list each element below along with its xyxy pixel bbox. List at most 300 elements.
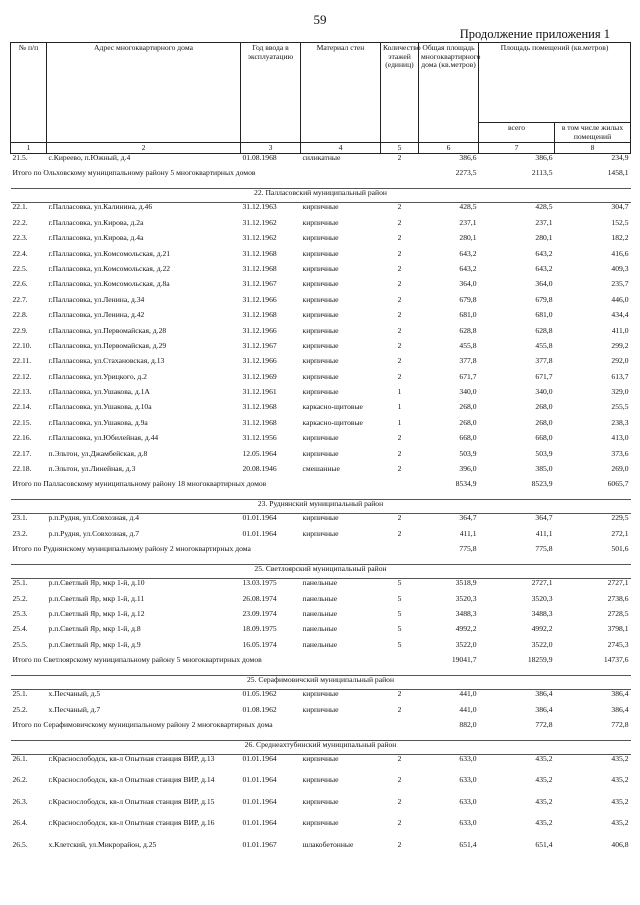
total-area-cell: 268,0 (459, 417, 477, 427)
premises-living-cell: 234,9 (611, 153, 629, 162)
year-cell: 31.12.1956 (242, 433, 277, 443)
row-number: 22.9. (12, 325, 28, 335)
table-row (11, 776, 631, 798)
material-cell: смешанные (302, 464, 340, 474)
district-total-row (11, 169, 631, 189)
col-index-1: 1 (11, 143, 47, 154)
premises-living-cell: 406,8 (611, 839, 629, 849)
table-row (11, 465, 631, 480)
year-cell: 01.01.1964 (242, 753, 277, 763)
premises-all-cell: 3488,3 (531, 608, 553, 618)
premises-all-cell: 643,2 (535, 248, 553, 258)
row-number: 22.13. (12, 387, 32, 397)
address-cell: р.п.Рудня, ул.Совхозная, д.4 (48, 513, 140, 523)
material-cell: кирпичные (302, 340, 339, 350)
address-cell: г.Палласовка, ул.Юбилейная, д.44 (48, 433, 159, 443)
premises-all-cell: 428,5 (535, 202, 553, 212)
year-cell: 01.01.1964 (242, 528, 277, 538)
table-row (11, 296, 631, 311)
header-premises-all: всего (479, 123, 555, 143)
total-area-cell: 2273,5 (455, 168, 477, 178)
floors-cell: 2 (397, 263, 402, 273)
total-area-cell: 643,2 (459, 248, 477, 258)
table-row (11, 841, 631, 856)
table-row (11, 250, 631, 265)
row-number: 22.16. (12, 433, 32, 443)
total-area-cell: 428,5 (459, 202, 477, 212)
premises-living-cell: 373,6 (611, 448, 629, 458)
table-row (11, 434, 631, 449)
total-area-cell: 3522,0 (455, 639, 477, 649)
premises-living-cell: 229,5 (611, 513, 629, 523)
year-cell: 31.12.1962 (242, 233, 277, 243)
table-row (11, 311, 631, 326)
premises-living-cell: 416,6 (611, 248, 629, 258)
row-number: 26.5. (12, 839, 28, 849)
table-row (11, 819, 631, 841)
premises-living-cell: 14737,6 (603, 655, 629, 665)
premises-all-cell: 386,4 (535, 689, 553, 699)
premises-living-cell: 435,2 (611, 818, 629, 828)
table-row (11, 579, 631, 595)
row-number: 22.14. (12, 402, 32, 412)
material-cell: кирпичные (302, 528, 339, 538)
premises-all-cell: 386,6 (535, 153, 553, 162)
total-area-cell: 377,8 (459, 356, 477, 366)
header-premises-area: Площадь помещений (кв.метров) (479, 43, 631, 123)
premises-living-cell: 386,4 (611, 689, 629, 699)
premises-all-cell: 340,0 (535, 387, 553, 397)
total-label: Итого по Руднянскому муниципальному району 2 многоквартирных дома (12, 544, 251, 554)
floors-cell: 2 (397, 448, 402, 458)
district-total-row (11, 721, 631, 741)
premises-all-cell: 651,4 (535, 839, 553, 849)
row-number: 26.3. (12, 796, 28, 806)
premises-all-cell: 628,8 (535, 325, 553, 335)
material-cell: кирпичные (302, 775, 339, 785)
total-area-cell: 681,0 (459, 310, 477, 320)
district-heading-row (11, 565, 631, 579)
row-number: 22.15. (12, 417, 32, 427)
address-cell: г.Краснослободск, кв-л Опытная станция ВИР, д.15 (48, 796, 215, 806)
floors-cell: 5 (397, 624, 402, 634)
floors-cell: 2 (397, 294, 402, 304)
table-row (11, 403, 631, 418)
premises-all-cell: 268,0 (535, 402, 553, 412)
table-row (11, 754, 631, 776)
premises-living-cell: 413,0 (611, 433, 629, 443)
material-cell: кирпичные (302, 310, 339, 320)
premises-living-cell: 329,0 (611, 387, 629, 397)
floors-cell: 5 (397, 639, 402, 649)
table-row (11, 798, 631, 820)
premises-living-cell: 2727,1 (607, 578, 629, 588)
row-number: 25.1. (12, 689, 28, 699)
address-cell: г.Палласовка, ул.Ленина, д.34 (48, 294, 145, 304)
table-row (11, 450, 631, 465)
material-cell: кирпичные (302, 325, 339, 335)
year-cell: 23.09.1974 (242, 608, 277, 618)
address-cell: г.Палласовка, ул.Ушакова, д.10а (48, 402, 152, 412)
premises-all-cell: 280,1 (535, 233, 553, 243)
table-row (11, 514, 631, 530)
premises-all-cell: 455,8 (535, 340, 553, 350)
total-area-cell: 3518,9 (455, 578, 477, 588)
premises-all-cell: 364,7 (535, 513, 553, 523)
year-cell: 01.05.1962 (242, 689, 277, 699)
year-cell: 31.12.1969 (242, 371, 277, 381)
total-area-cell: 364,0 (459, 279, 477, 289)
material-cell: панельные (302, 624, 338, 634)
table-row (11, 690, 631, 706)
total-area-cell: 3520,3 (455, 593, 477, 603)
total-area-cell: 411,1 (459, 528, 477, 538)
year-cell: 31.12.1961 (242, 387, 277, 397)
total-area-cell: 4992,2 (455, 624, 477, 634)
material-cell: панельные (302, 639, 338, 649)
row-number: 25.5. (12, 639, 28, 649)
year-cell: 31.12.1966 (242, 356, 277, 366)
premises-all-cell: 2727,1 (531, 578, 553, 588)
premises-living-cell: 435,2 (611, 796, 629, 806)
premises-living-cell: 613,7 (611, 371, 629, 381)
year-cell: 31.12.1968 (242, 248, 277, 258)
total-area-cell: 633,0 (459, 753, 477, 763)
address-cell: х.Клетский, ул.Микрорайон, д.25 (48, 839, 157, 849)
material-cell: кирпичные (302, 233, 339, 243)
year-cell: 31.12.1968 (242, 402, 277, 412)
material-cell: панельные (302, 578, 338, 588)
col-index-2: 2 (47, 143, 241, 154)
premises-all-cell: 435,2 (535, 796, 553, 806)
address-cell: р.п.Светлый Яр, мкр 1-й, д.11 (48, 593, 145, 603)
district-heading-row (11, 676, 631, 690)
year-cell: 12.05.1964 (242, 448, 277, 458)
premises-living-cell: 299,2 (611, 340, 629, 350)
floors-cell: 2 (397, 464, 402, 474)
premises-all-cell: 386,4 (535, 704, 553, 714)
row-number: 22.10. (12, 340, 32, 350)
material-cell: каркасно-щитовые (302, 402, 363, 412)
year-cell: 01.01.1964 (242, 775, 277, 785)
premises-all-cell: 435,2 (535, 753, 553, 763)
floors-cell: 2 (397, 233, 402, 243)
address-cell: х.Песчаный, д.5 (48, 689, 101, 699)
continuation-caption: Продолжение приложения 1 (459, 27, 610, 41)
address-cell: х.Песчаный, д.7 (48, 704, 101, 714)
premises-all-cell: 4992,2 (531, 624, 553, 634)
table-row (11, 219, 631, 234)
premises-living-cell: 1458,1 (607, 168, 629, 178)
material-cell: кирпичные (302, 294, 339, 304)
premises-living-cell: 304,7 (611, 202, 629, 212)
year-cell: 13.03.1975 (242, 578, 277, 588)
year-cell: 31.12.1963 (242, 202, 277, 212)
premises-living-cell: 435,2 (611, 753, 629, 763)
total-area-cell: 441,0 (459, 689, 477, 699)
row-number: 22.7. (12, 294, 28, 304)
year-cell: 31.12.1966 (242, 325, 277, 335)
premises-living-cell: 182,2 (611, 233, 629, 243)
address-cell: г.Краснослободск, кв-л Опытная станция ВИР, д.13 (48, 753, 215, 763)
row-number: 22.3. (12, 233, 28, 243)
total-area-cell: 237,1 (459, 217, 477, 227)
total-area-cell: 679,8 (459, 294, 477, 304)
total-area-cell: 386,6 (459, 153, 477, 162)
col-index-5: 5 (381, 143, 419, 154)
material-cell: силикатные (302, 153, 341, 162)
year-cell: 31.12.1966 (242, 294, 277, 304)
premises-all-cell: 364,0 (535, 279, 553, 289)
material-cell: кирпичные (302, 796, 339, 806)
address-cell: г.Палласовка, ул.Кирова, д.4а (48, 233, 144, 243)
year-cell: 31.12.1968 (242, 263, 277, 273)
table-row (11, 357, 631, 372)
floors-cell: 2 (397, 340, 402, 350)
premises-living-cell: 152,5 (611, 217, 629, 227)
address-cell: р.п.Рудня, ул.Совхозная, д.7 (48, 528, 140, 538)
row-number: 22.17. (12, 448, 32, 458)
total-area-cell: 643,2 (459, 263, 477, 273)
table-row (11, 595, 631, 610)
premises-all-cell: 18259,9 (527, 655, 553, 665)
material-cell: кирпичные (302, 513, 339, 523)
col-index-4: 4 (301, 143, 381, 154)
row-number: 22.2. (12, 217, 28, 227)
floors-cell: 2 (397, 248, 402, 258)
year-cell: 20.08.1946 (242, 464, 277, 474)
total-label: Итого по Серафимовичскому муниципальному району 2 многоквартирных дома (12, 719, 273, 729)
col-index-3: 3 (241, 143, 301, 154)
total-area-cell: 671,7 (459, 371, 477, 381)
premises-all-cell: 435,2 (535, 775, 553, 785)
row-number: 23.2. (12, 528, 28, 538)
table-row (11, 641, 631, 656)
year-cell: 16.05.1974 (242, 639, 277, 649)
floors-cell: 2 (397, 689, 402, 699)
district-total-row (11, 480, 631, 500)
material-cell: кирпичные (302, 248, 339, 258)
premises-all-cell: 503,9 (535, 448, 553, 458)
address-cell: г.Краснослободск, кв-л Опытная станция ВИР, д.16 (48, 818, 215, 828)
address-cell: г.Краснослободск, кв-л Опытная станция ВИР, д.14 (48, 775, 215, 785)
address-cell: г.Палласовка, ул.Урицкого, д.2 (48, 371, 147, 381)
address-cell: р.п.Светлый Яр, мкр 1-й, д.8 (48, 624, 141, 634)
row-number: 22.8. (12, 310, 28, 320)
row-number: 22.12. (12, 371, 32, 381)
floors-cell: 2 (397, 839, 402, 849)
premises-all-cell: 8523,9 (531, 479, 553, 489)
floors-cell: 1 (397, 387, 402, 397)
col-index-8: 8 (555, 143, 631, 154)
row-number: 22.18. (12, 464, 32, 474)
row-number: 25.2. (12, 593, 28, 603)
address-cell: р.п.Светлый Яр, мкр 1-й, д.10 (48, 578, 145, 588)
address-cell: г.Палласовка, ул.Комсомольская, д.21 (48, 248, 171, 258)
year-cell: 01.01.1967 (242, 839, 277, 849)
floors-cell: 2 (397, 279, 402, 289)
address-cell: г.Палласовка, ул.Ленина, д.42 (48, 310, 145, 320)
material-cell: панельные (302, 608, 338, 618)
total-area-cell: 455,8 (459, 340, 477, 350)
housing-table (10, 42, 631, 856)
premises-all-cell: 237,1 (535, 217, 553, 227)
district-heading-row (11, 500, 631, 514)
floors-cell: 2 (397, 356, 402, 366)
premises-all-cell: 3520,3 (531, 593, 553, 603)
table-row (11, 265, 631, 280)
total-area-cell: 268,0 (459, 402, 477, 412)
premises-all-cell: 671,7 (535, 371, 553, 381)
row-number: 23.1. (12, 513, 28, 523)
premises-living-cell: 269,0 (611, 464, 629, 474)
material-cell: кирпичные (302, 818, 339, 828)
floors-cell: 2 (397, 371, 402, 381)
material-cell: кирпичные (302, 433, 339, 443)
floors-cell: 2 (397, 325, 402, 335)
material-cell: панельные (302, 593, 338, 603)
address-cell: г.Палласовка, ул.Ушакова, д.9а (48, 417, 148, 427)
total-label: Итого по Ольховскому муниципальному району 5 многоквартирных домов (12, 168, 256, 178)
premises-living-cell: 3798,1 (607, 624, 629, 634)
total-area-cell: 775,8 (459, 544, 477, 554)
row-number: 22.1. (12, 202, 28, 212)
year-cell: 01.01.1964 (242, 796, 277, 806)
header-address: Адрес многоквартирного дома (47, 43, 241, 143)
material-cell: кирпичные (302, 279, 339, 289)
floors-cell: 5 (397, 578, 402, 588)
address-cell: п.Эльтон, ул.Джамбейская, д.8 (48, 448, 148, 458)
premises-all-cell: 643,2 (535, 263, 553, 273)
premises-all-cell: 668,0 (535, 433, 553, 443)
premises-living-cell: 272,1 (611, 528, 629, 538)
floors-cell: 2 (397, 775, 402, 785)
row-number: 21.5. (12, 153, 28, 162)
material-cell: кирпичные (302, 704, 339, 714)
address-cell: р.п.Светлый Яр, мкр 1-й, д.12 (48, 608, 145, 618)
col-index-6: 6 (419, 143, 479, 154)
material-cell: кирпичные (302, 263, 339, 273)
table-row (11, 203, 631, 219)
floors-cell: 2 (397, 202, 402, 212)
total-area-cell: 633,0 (459, 818, 477, 828)
floors-cell: 2 (397, 796, 402, 806)
material-cell: кирпичные (302, 202, 339, 212)
premises-living-cell: 501,6 (611, 544, 629, 554)
floors-cell: 2 (397, 433, 402, 443)
floors-cell: 5 (397, 608, 402, 618)
year-cell: 31.12.1967 (242, 279, 277, 289)
row-number: 22.5. (12, 263, 28, 273)
material-cell: кирпичные (302, 371, 339, 381)
table-row (11, 154, 631, 170)
material-cell: кирпичные (302, 217, 339, 227)
address-cell: р.п.Светлый Яр, мкр 1-й, д.9 (48, 639, 141, 649)
year-cell: 31.12.1962 (242, 217, 277, 227)
floors-cell: 5 (397, 593, 402, 603)
premises-living-cell: 235,7 (611, 279, 629, 289)
premises-living-cell: 238,3 (611, 417, 629, 427)
table-row (11, 280, 631, 295)
address-cell: г.Палласовка, ул.Калинина, д.46 (48, 202, 153, 212)
district-total-row (11, 545, 631, 565)
total-area-cell: 668,0 (459, 433, 477, 443)
header-num: № п/п (11, 43, 47, 143)
total-area-cell: 396,0 (459, 464, 477, 474)
header-total-area: Общая площадь многоквартирного дома (кв.метров) (419, 43, 479, 143)
district-heading: 23. Руднянский муниципальный район (11, 500, 631, 514)
total-area-cell: 628,8 (459, 325, 477, 335)
floors-cell: 2 (397, 153, 402, 162)
total-area-cell: 633,0 (459, 775, 477, 785)
total-area-cell: 19041,7 (451, 655, 477, 665)
address-cell: с.Киреево, п.Южный, д.4 (48, 153, 131, 162)
material-cell: каркасно-щитовые (302, 417, 363, 427)
floors-cell: 2 (397, 528, 402, 538)
material-cell: кирпичные (302, 448, 339, 458)
material-cell: шлакобетонные (302, 839, 354, 849)
premises-living-cell: 255,5 (611, 402, 629, 412)
address-cell: г.Палласовка, ул.Первомайская, д.28 (48, 325, 167, 335)
premises-all-cell: 411,1 (535, 528, 553, 538)
year-cell: 31.12.1968 (242, 417, 277, 427)
row-number: 22.6. (12, 279, 28, 289)
district-heading: 25. Светлоярский муниципальный район (11, 565, 631, 579)
district-heading-row (11, 189, 631, 203)
material-cell: кирпичные (302, 356, 339, 366)
floors-cell: 2 (397, 704, 402, 714)
year-cell: 01.01.1964 (242, 513, 277, 523)
total-area-cell: 364,7 (459, 513, 477, 523)
material-cell: кирпичные (302, 689, 339, 699)
premises-all-cell: 775,8 (535, 544, 553, 554)
total-area-cell: 441,0 (459, 704, 477, 714)
table-row (11, 530, 631, 545)
premises-all-cell: 2113,5 (531, 168, 553, 178)
premises-living-cell: 386,4 (611, 704, 629, 714)
premises-living-cell: 2745,3 (607, 639, 629, 649)
table-row (11, 625, 631, 640)
address-cell: п.Эльтон, ул.Линейная, д.3 (48, 464, 136, 474)
district-heading: 22. Палласовский муниципальный район (11, 189, 631, 203)
district-heading-row (11, 740, 631, 754)
year-cell: 01.01.1964 (242, 818, 277, 828)
row-number: 25.1. (12, 578, 28, 588)
total-area-cell: 633,0 (459, 796, 477, 806)
total-area-cell: 882,0 (459, 719, 477, 729)
row-number: 22.4. (12, 248, 28, 258)
premises-living-cell: 6065,7 (607, 479, 629, 489)
premises-all-cell: 3522,0 (531, 639, 553, 649)
address-cell: г.Палласовка, ул.Ушакова, д.1А (48, 387, 150, 397)
premises-all-cell: 772,8 (535, 719, 553, 729)
material-cell: кирпичные (302, 387, 339, 397)
material-cell: кирпичные (302, 753, 339, 763)
premises-living-cell: 411,0 (611, 325, 629, 335)
address-cell: г.Палласовка, ул.Комсомольская, д.8а (48, 279, 170, 289)
total-area-cell: 340,0 (459, 387, 477, 397)
total-area-cell: 280,1 (459, 233, 477, 243)
table-row (11, 419, 631, 434)
floors-cell: 2 (397, 310, 402, 320)
premises-living-cell: 2738,6 (607, 593, 629, 603)
total-label: Итого по Палласовскому муниципальному району 18 многоквартирных домов (12, 479, 267, 489)
table-row (11, 373, 631, 388)
premises-all-cell: 268,0 (535, 417, 553, 427)
row-number: 26.4. (12, 818, 28, 828)
header-year: Год ввода в эксплуатацию (241, 43, 301, 143)
premises-living-cell: 446,0 (611, 294, 629, 304)
